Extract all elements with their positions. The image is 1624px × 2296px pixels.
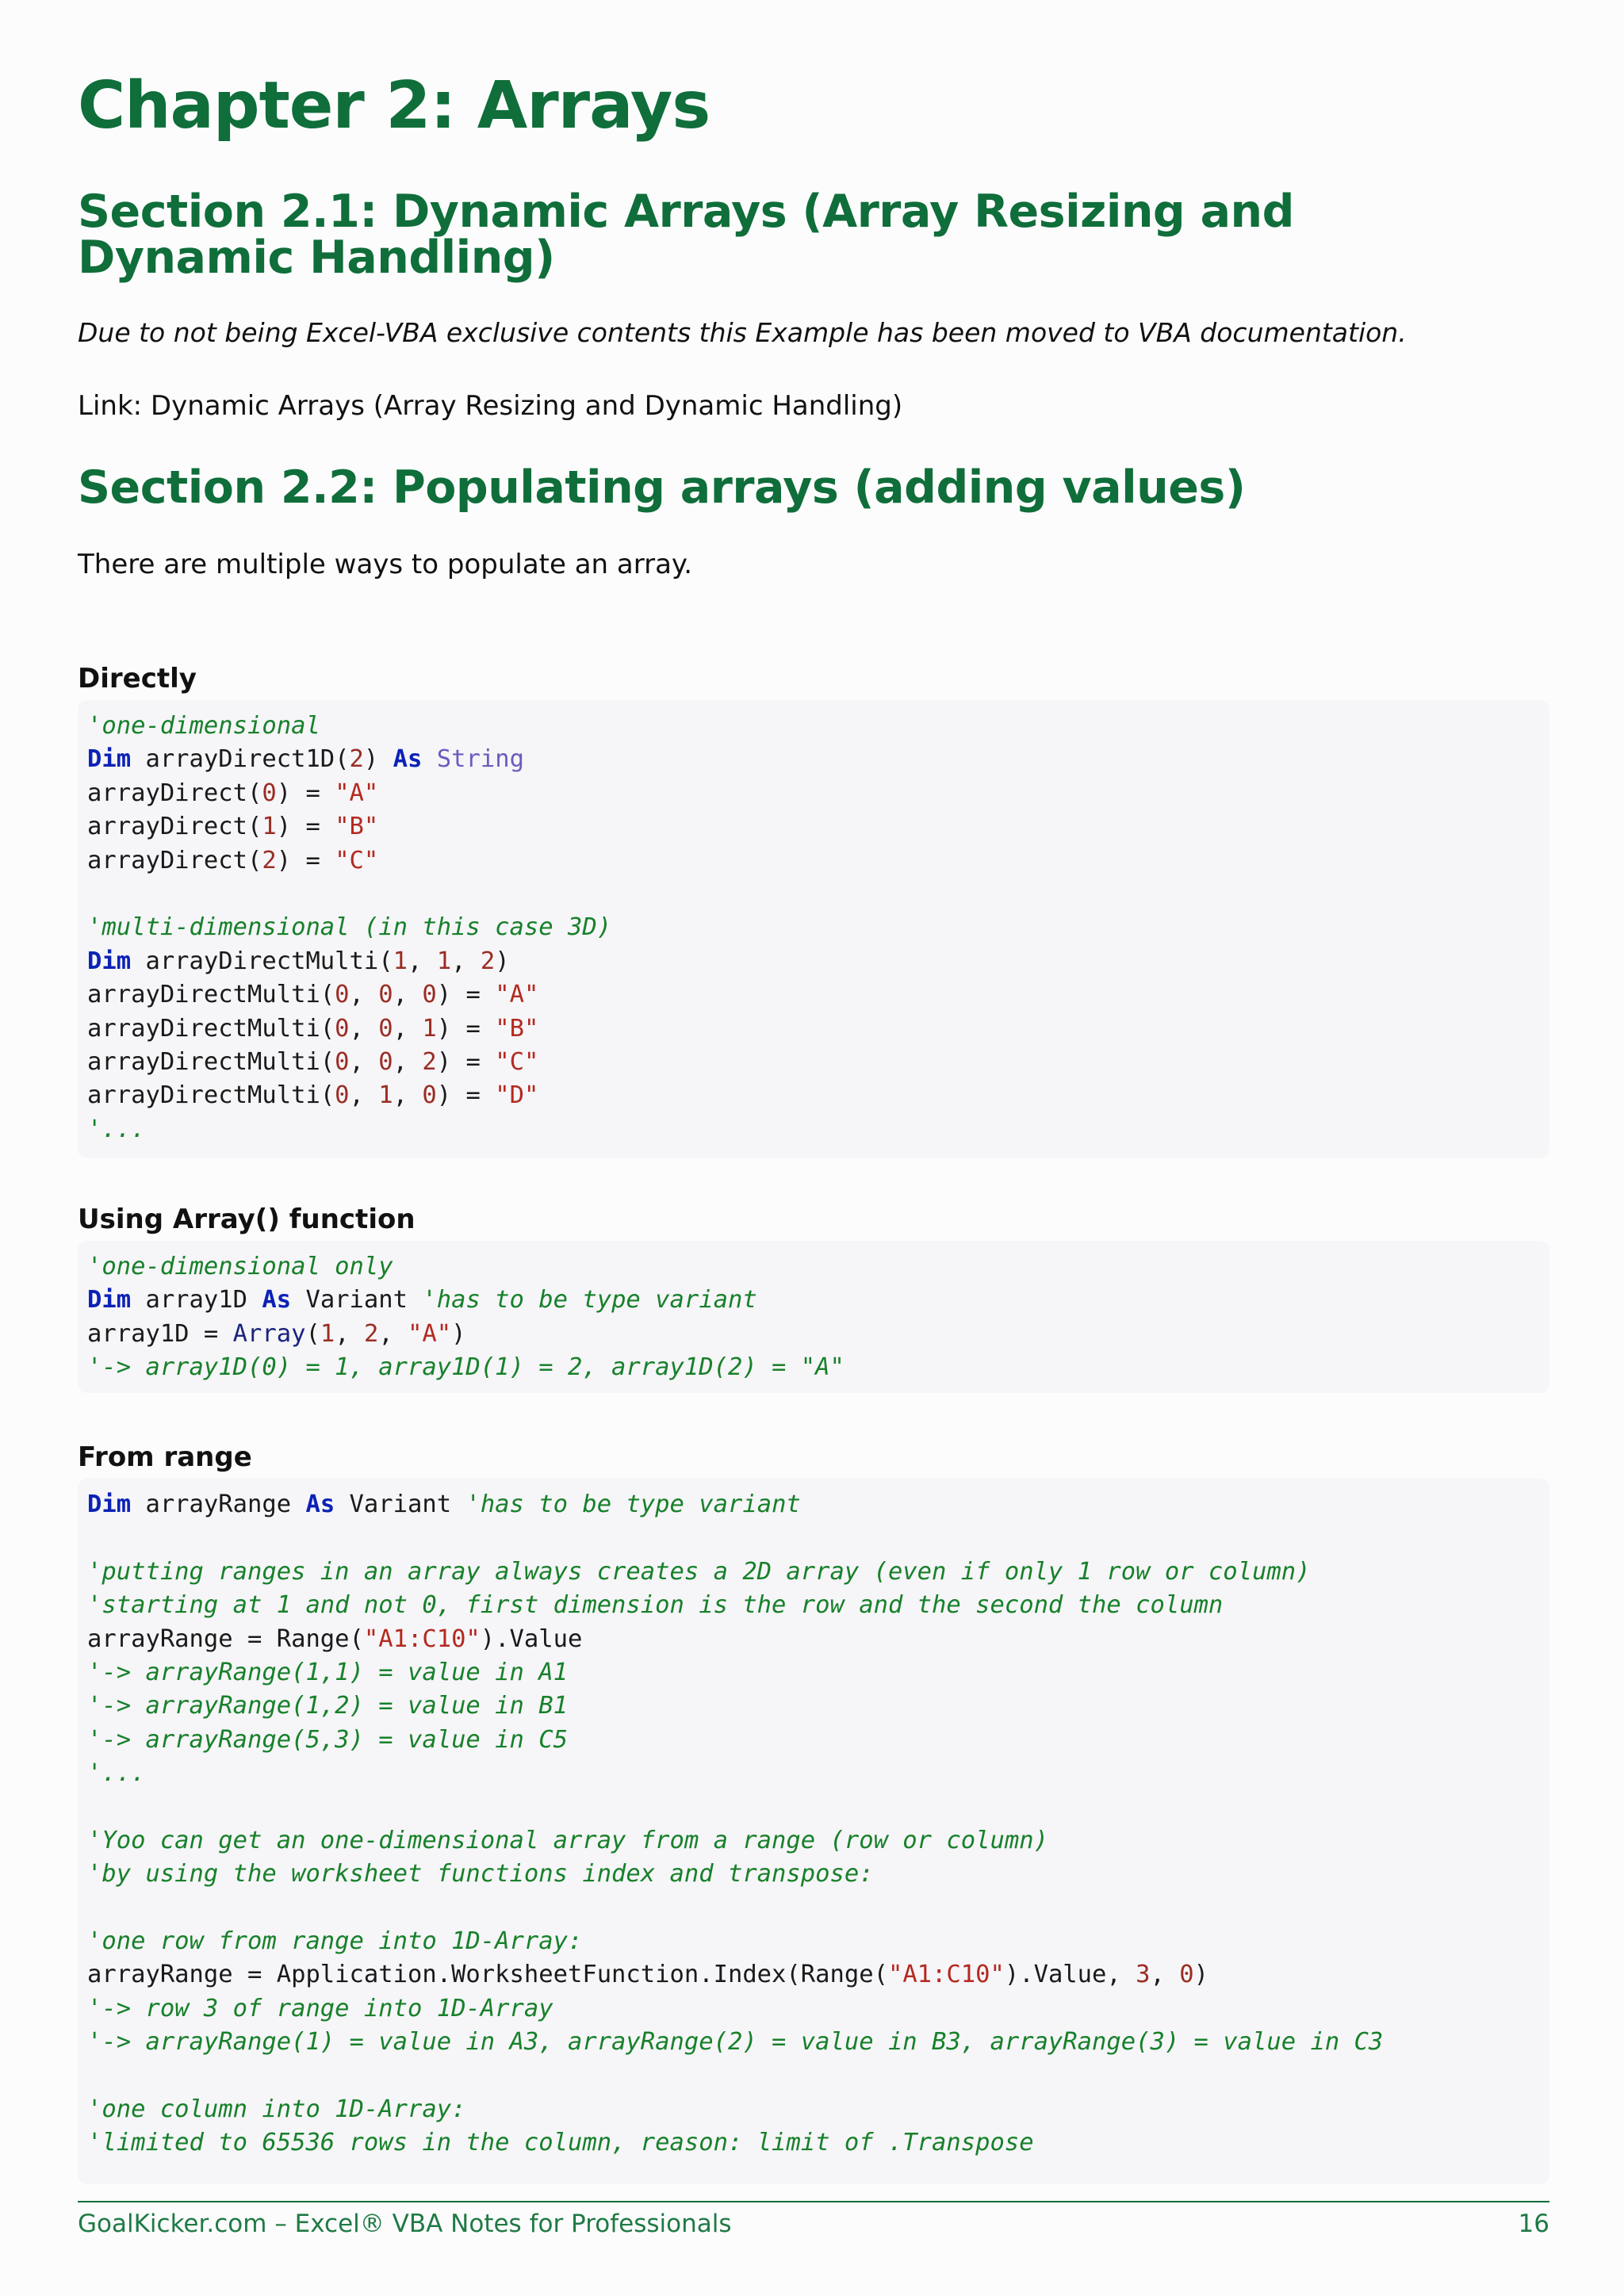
subsection-heading-array-function: Using Array() function: [78, 1203, 416, 1235]
code-string: "A1:C10": [363, 1624, 481, 1653]
code-text: ): [495, 947, 510, 975]
code-line: [87, 1351, 1549, 1384]
code-text: arrayRange = Application.WorksheetFunction.Index(Range(: [87, 1961, 888, 1989]
code-line: [87, 1521, 1549, 1555]
code-text: arrayDirect1D(: [131, 745, 350, 774]
code-text: ) =: [276, 779, 335, 807]
code-text: ,: [349, 1014, 379, 1043]
code-string: "A": [408, 1319, 452, 1348]
code-text: arrayDirect(: [87, 813, 262, 841]
code-text: array1D =: [87, 1319, 233, 1348]
code-line: [87, 1724, 1549, 1757]
section-2-1-link[interactable]: Link: Dynamic Arrays (Array Resizing and Dynamic Handling): [78, 390, 903, 422]
chapter-title: Chapter 2: Arrays: [78, 68, 710, 144]
code-number: 1: [262, 813, 277, 841]
code-number: 3: [1136, 1961, 1151, 1989]
code-text: ) =: [276, 813, 335, 841]
code-comment: '-> arrayRange(1,2) = value in B1: [87, 1692, 568, 1720]
code-line: [87, 1046, 1549, 1079]
section-2-1-title: Section 2.1: Dynamic Arrays (Array Resizing and Dynamic Handling): [78, 186, 1294, 284]
code-comment: 'one-dimensional: [87, 712, 320, 740]
code-comment: 'has to be type variant: [465, 1490, 801, 1518]
code-text: arrayDirectMulti(: [87, 1014, 335, 1043]
code-text: arrayDirectMulti(: [87, 981, 335, 1009]
code-line: [87, 945, 1549, 978]
code-string: "A": [335, 779, 379, 807]
code-text: [422, 745, 436, 773]
code-comment: '-> row 3 of range into 1D-Array: [87, 1994, 553, 2022]
code-comment: '...: [87, 1115, 146, 1143]
code-comment: '-> arrayRange(5,3) = value in C5: [87, 1725, 568, 1754]
code-line: [87, 1556, 1549, 1589]
code-text: ,: [408, 947, 437, 975]
code-type: String: [436, 745, 524, 774]
code-comment: '...: [87, 1759, 146, 1788]
code-comment: 'Yoo can get an one-dimensional array from a range (row or column): [87, 1826, 1048, 1854]
code-line: [87, 743, 1549, 776]
code-line: [87, 1858, 1549, 1891]
code-text: ,: [393, 981, 423, 1009]
code-number: 1: [320, 1319, 335, 1348]
code-line: [87, 911, 1549, 944]
code-keyword: As: [393, 745, 423, 774]
code-line: [87, 1488, 1549, 1521]
page-number: 16: [1518, 2210, 1549, 2238]
code-line: [87, 1992, 1549, 2026]
code-text: (: [305, 1319, 320, 1348]
code-block-from-range: [78, 1479, 1549, 2184]
code-comment: '-> arrayRange(1) = value in A3, arrayRange(2) = value in B3, arrayRange(3) = value in C3: [87, 2028, 1384, 2057]
code-number: 0: [378, 1014, 393, 1043]
code-comment: 'has to be type variant: [422, 1286, 757, 1314]
code-comment: 'multi-dimensional (in this case 3D): [87, 913, 612, 942]
code-line: [87, 2093, 1549, 2126]
code-line: [87, 1318, 1549, 1351]
code-number: 2: [262, 846, 277, 874]
code-number: 1: [378, 1081, 393, 1110]
code-comment: '-> arrayRange(1,1) = value in A1: [87, 1658, 568, 1686]
code-text: Variant: [335, 1490, 466, 1518]
code-string: "B": [335, 813, 379, 841]
code-text: arrayDirect(: [87, 779, 262, 807]
code-number: 0: [378, 981, 393, 1009]
code-function: Array: [232, 1319, 306, 1348]
code-comment: 'putting ranges in an array always creates a 2D array (even if only 1 row or column): [87, 1557, 1311, 1586]
code-number: 0: [1179, 1961, 1194, 1989]
code-number: 1: [393, 947, 408, 975]
code-keyword: Dim: [87, 1490, 132, 1518]
code-number: 2: [363, 1319, 379, 1348]
code-line: [87, 1757, 1549, 1790]
code-line: [87, 1958, 1549, 1992]
code-string: "D": [495, 1081, 539, 1110]
code-line: [87, 878, 1549, 911]
code-text: ,: [393, 1014, 423, 1043]
code-text: ) =: [436, 1047, 496, 1076]
code-text: ) =: [436, 1014, 496, 1043]
code-number: 0: [422, 981, 437, 1009]
code-text: ): [1193, 1961, 1208, 1989]
subsection-heading-from-range: From range: [78, 1441, 252, 1473]
code-text: ) =: [436, 981, 496, 1009]
code-number: 0: [262, 779, 277, 807]
code-comment: 'by using the worksheet functions index and transpose:: [87, 1860, 874, 1888]
code-number: 2: [480, 947, 496, 975]
code-line: [87, 1250, 1549, 1284]
code-line: [87, 1925, 1549, 1958]
code-string: "A1:C10": [887, 1961, 1005, 1989]
code-line: [87, 810, 1549, 844]
code-line: [87, 1284, 1549, 1317]
code-text: ,: [349, 1081, 379, 1110]
document-page: [78, 0, 1549, 2296]
code-text: arrayDirect(: [87, 846, 262, 874]
code-text: ) =: [436, 1081, 496, 1110]
code-text: ,: [349, 981, 379, 1009]
code-text: arrayRange: [131, 1490, 306, 1518]
code-text: arrayDirectMulti(: [131, 947, 393, 975]
code-block-directly: [78, 700, 1549, 1158]
code-line: [87, 844, 1549, 878]
code-line: [87, 1113, 1549, 1146]
code-number: 0: [335, 1081, 350, 1110]
code-keyword: Dim: [87, 1286, 132, 1314]
code-text: arrayRange = Range(: [87, 1624, 364, 1653]
code-line: [87, 2060, 1549, 2093]
code-text: ,: [451, 947, 481, 975]
code-comment: 'limited to 65536 rows in the column, reason: limit of .Transpose: [87, 2129, 1034, 2157]
code-comment: 'one-dimensional only: [87, 1253, 393, 1280]
code-block-array-function: [78, 1241, 1549, 1393]
code-number: 0: [422, 1081, 437, 1110]
code-text: ,: [393, 1081, 423, 1110]
code-comment: '-> array1D(0) = 1, array1D(1) = 2, array1D(2) = "A": [87, 1353, 845, 1382]
code-text: ,: [378, 1319, 408, 1348]
code-keyword: Dim: [87, 745, 132, 774]
code-text: arrayDirectMulti(: [87, 1081, 335, 1110]
code-text: ,: [393, 1047, 423, 1076]
code-line: [87, 777, 1549, 810]
code-comment: 'starting at 1 and not 0, first dimension is the row and the second the column: [87, 1591, 1224, 1620]
code-text: ,: [1150, 1961, 1180, 1989]
code-number: 0: [335, 981, 350, 1009]
code-comment: 'one column into 1D-Array:: [87, 2095, 466, 2124]
code-line: [87, 1656, 1549, 1689]
code-number: 1: [436, 947, 452, 975]
code-line: [87, 1079, 1549, 1112]
code-number: 2: [422, 1047, 437, 1076]
code-number: 1: [422, 1014, 437, 1043]
code-text: ): [451, 1319, 466, 1348]
code-line: [87, 2026, 1549, 2059]
code-text: ) =: [276, 846, 335, 874]
code-string: "C": [335, 846, 379, 874]
code-line: [87, 1791, 1549, 1824]
code-line: [87, 2126, 1549, 2160]
code-line: [87, 1689, 1549, 1723]
code-number: 0: [378, 1047, 393, 1076]
footer-source: GoalKicker.com – Excel® VBA Notes for Professionals: [78, 2210, 732, 2238]
code-text: ): [363, 745, 393, 774]
code-string: "C": [495, 1047, 539, 1076]
code-text: ).Value: [480, 1624, 583, 1653]
code-line: [87, 1892, 1549, 1925]
code-text: array1D: [131, 1286, 262, 1314]
code-string: "A": [495, 981, 539, 1009]
section-2-2-title: Section 2.2: Populating arrays (adding values): [78, 461, 1246, 514]
code-string: "B": [495, 1014, 539, 1043]
code-comment: 'one row from range into 1D-Array:: [87, 1927, 583, 1956]
code-keyword: As: [262, 1286, 292, 1314]
code-text: ,: [335, 1319, 364, 1348]
code-line: [87, 1623, 1549, 1656]
footer-divider: [78, 2201, 1549, 2202]
code-line: [87, 1589, 1549, 1622]
code-text: arrayDirectMulti(: [87, 1047, 335, 1076]
code-number: 0: [335, 1014, 350, 1043]
code-text: Variant: [291, 1286, 423, 1314]
code-number: 2: [349, 745, 364, 774]
code-number: 0: [335, 1047, 350, 1076]
code-line: [87, 1824, 1549, 1858]
section-2-1-note: Due to not being Excel-VBA exclusive contents this Example has been moved to VBA documentation.: [78, 317, 1407, 348]
code-text: ).Value,: [1004, 1961, 1136, 1989]
code-text: ,: [349, 1047, 379, 1076]
section-2-2-intro: There are multiple ways to populate an array.: [78, 549, 693, 580]
code-keyword: As: [305, 1490, 335, 1518]
subsection-heading-directly: Directly: [78, 663, 197, 695]
code-line: [87, 1012, 1549, 1046]
code-line: [87, 710, 1549, 743]
code-line: [87, 978, 1549, 1012]
code-keyword: Dim: [87, 947, 132, 975]
